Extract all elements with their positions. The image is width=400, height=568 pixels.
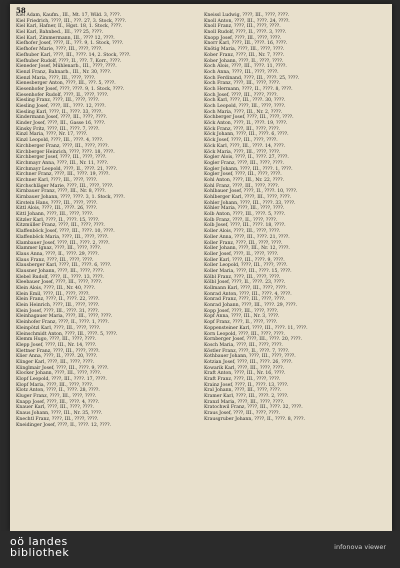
directory-entry: Kramer Karl, ????, III., ????. 2, ????.	[204, 394, 289, 400]
directory-entry: Klein Heinrich, ????, III., ????, ????.	[16, 303, 100, 309]
directory-entry: Kneidinger Josef, ????, II., ????. 12, ????.	[16, 422, 112, 428]
directory-entry: Kohl Anton, ????, III., Nr. 22, ????.	[204, 177, 285, 183]
directory-entry: Koch Leopold, ????, III., ????, ????.	[204, 104, 286, 109]
right-column	[204, 13, 386, 423]
directory-entry: Kirnbauer Johann, ????, ????. 3, 1. Stock, ????.	[16, 195, 125, 200]
directory-entry: Kowarik Karl, ????, III., ????, ????.	[204, 365, 285, 371]
directory-entry: Kinzl Maria, ????, Nr. 17, ????.	[16, 132, 88, 138]
directory-entry: Klein Josef, ????, III., ????. 31, ????.	[16, 308, 100, 314]
viewer-credit[interactable]: infonova viewer	[334, 543, 386, 551]
directory-entry: Klein Franz, ????, II., ????. 22, ????.	[16, 297, 100, 303]
directory-entry: Kitzler Karl, ????, II., ????. 15, ????.	[16, 217, 100, 223]
directory-entry: Kirchner Karl, ????, III., ????, ????.	[16, 177, 98, 183]
directory-entry: Kleinschmidt Anton, ????, III., ????. 5, ????.	[16, 331, 118, 337]
page-number: 58	[16, 6, 26, 15]
directory-entry: Koller Johann, ????, III., Nr. 12, ????.	[204, 246, 290, 252]
directory-entry: Kornberger Josef, ????, III., ????. 20, ????.	[204, 337, 302, 343]
directory-entry: Kogler Franz, ????, III., ????, ????.	[204, 160, 284, 166]
directory-entry: Klopf Maria, ????, III., ????, ????.	[16, 382, 94, 388]
directory-entry: Kienzl Franz, Bahnarb., III., Nr. 30, ????.	[16, 69, 112, 75]
directory-entry: Klausberger Karl, ????, III., ????. 6, ????.	[16, 263, 112, 269]
directory-entry: Köck Anton, ????, II., ????. 19, ????.	[204, 121, 288, 127]
directory-entry: Konrad Johann, ????, III., ????. 29, ????.	[204, 303, 297, 309]
directory-entry: Koch Alois, ????, III., ????. 11, ????.	[204, 64, 287, 70]
directory-entry: Koch Karl, ????, III., ????. 30, ????.	[204, 98, 286, 104]
directory-entry: Kober Franz, ????, III., Nr. 7, ????.	[204, 52, 285, 58]
directory-entry: Klein Alois, ????, III., Nr. 40, ????.	[16, 286, 96, 291]
directory-entry: Kiel Karl, Zimmermann, III., ???? 12, ????.	[16, 35, 115, 41]
directory-entry: Köstler Franz, ????, II., ????. 7, ????.	[204, 348, 290, 354]
directory-entry: Kluger Franz, ????, III., ????, ????.	[16, 394, 97, 400]
directory-entry: Kolb Anton, ????, III., ????. 5, ????.	[204, 212, 286, 218]
directory-entry: Kohl Franz, ????, III., ????, ????.	[204, 183, 280, 189]
directory-entry: Kogler Josef, ????, III., ????, ????.	[204, 172, 282, 178]
directory-entry: Kratochwil Franz, ????, III., ????. 32, ????.	[204, 405, 303, 411]
directory-entry: Knoll Anton, ????, III., ????. 24, ????.	[204, 18, 290, 24]
directory-entry: Kirchner Franz, ????, III., ????. 19, ????.	[16, 172, 110, 178]
directory-entry: Kirchberger Josef, ????, III., ????, ????.	[16, 155, 107, 161]
directory-entry: Klammer Ignaz, ????, III., ????, ????.	[16, 246, 102, 252]
directory-entry: Kogler Johann, ????, III., ????. 1, ????.	[204, 166, 293, 172]
directory-entry: Knapp Josef, ????, III., ????. 4, ????.	[16, 399, 100, 405]
directory-entry: Klausner Johann, ????, III., ????, ????.	[16, 268, 105, 274]
directory-entry: Klocker Johann, ????, III., ????, ????.	[16, 371, 102, 377]
directory-entry: Knaus Johann, ????, III., Nr. 35, ????.	[16, 411, 103, 417]
directory-entry: Klinglmair Josef, ????, III., ????. 9, ????.	[16, 365, 109, 371]
directory-entry: Kleinhofer Franz, ????, II., ????. 1, ????.	[16, 320, 109, 326]
directory-entry: Klotz Anton, ????, II., ????. 28, ????.	[16, 388, 100, 394]
directory-entry: Köck Josef, ????, III., ????, ????.	[204, 138, 278, 144]
directory-entry: Klambauer Josef, ????, III., ????. 2, ????.	[16, 240, 110, 246]
directory-entry: Kopf Franz, ????, II., ????, ????.	[204, 320, 278, 326]
directory-entry: Koller Alois, ????, III., ????, ????.	[204, 229, 281, 235]
directory-entry: Knötig Maria, ????, III., ????, ????.	[204, 47, 285, 53]
directory-entry: Konrad Franz, ????, III., ????, ????.	[204, 297, 286, 303]
directory-entry: Kiel Adam, Kaufm., III., Mt. 17, Wild. 3, ????.	[16, 13, 122, 18]
directory-entry: Kirchberger Franz, ????, III., ????, ????.	[16, 143, 109, 149]
directory-entry: Koch Josef, ????, III., ????, ????.	[204, 92, 278, 98]
directory-entry: Kittl Johann, ????, III., ????, ????.	[16, 212, 94, 218]
directory-entry: Kindermann Josef, ????, III., ????, ????.	[16, 115, 108, 121]
directory-entry: Koller Leopold, ????, III., ????, ????.	[204, 263, 288, 269]
directory-entry: Kranzl Maria, ????, III., ????, ????.	[204, 399, 285, 405]
directory-entry: Klaus Franz, ????, III., ????, ????.	[16, 257, 94, 263]
directory-entry: Kraft Franz, ????, III., ????, ????.	[204, 377, 281, 382]
logo-line-2: bibliothek	[10, 546, 70, 559]
directory-entry: Klepp Josef, ????, III., Nr. 14, ????.	[16, 342, 97, 348]
directory-entry: Koller Karl, ????, III., ????. 9, ????.	[204, 257, 285, 263]
directory-entry: Knechtl Franz, ????, III., ????, ????.	[16, 416, 99, 422]
directory-entry: Kiefhofer Marie, ????, III., ????, ????.	[16, 47, 103, 53]
directory-entry: Kölbl Josef, ????, II., ????. 23, ????.	[204, 280, 286, 286]
directory-entry: Kienesberger Anton, ????, III., ???. 5, ????.	[16, 81, 116, 87]
directory-entry: Kiel Karl, Bahnbed., III., ??? 25, ????.	[16, 30, 104, 36]
directory-entry: Kiefhuber Karl, ????, III., ????. 14, 2. Stock, ????.	[16, 52, 131, 58]
document-page	[10, 4, 392, 531]
directory-entry: Kiesling Josef, ????, III., ????. 12, ????.	[16, 104, 106, 109]
directory-entry: Kleebauer Josef, ????, III., ????, ????.	[16, 280, 103, 286]
directory-entry: Klaus Anna, ????, II., ????. 29, ????.	[16, 251, 99, 257]
directory-entry: Klaffenböck Maria, ????, III., ????, ????.	[16, 234, 109, 240]
directory-entry: Kinzl Leopold, ????, III., ????. 4, ????.	[16, 138, 104, 144]
directory-entry: Kieneder Josef, Mühlenarb., III., ????, ????.	[16, 64, 117, 70]
directory-entry: Kochberger Josef, ????, III., ????, ????.	[204, 115, 294, 121]
directory-entry: Kosch Maria, ????, III., ????, ????.	[204, 342, 283, 348]
directory-entry: Kotzian Josef, ????, III., ????. 26, ????.	[204, 359, 293, 365]
directory-entry: Koch Maria, ????, III., Nr. 2, ????.	[204, 109, 283, 115]
directory-entry: Knauer Karl, ????, III., ????, ????.	[16, 405, 94, 411]
directory-entry: Kohlberger Karl, ????, III., ????, ????.	[204, 195, 292, 200]
directory-entry: Kirchmayr Leopold, ????, II., ????. 21, ????.	[16, 166, 118, 172]
directory-entry: Kogler Alois, ????, II., ????. 27, ????.	[204, 155, 289, 161]
logo-line-1: oö landes	[10, 535, 68, 548]
directory-entry: Kraft Anton, ????, III., Nr. 16, ????.	[204, 371, 286, 377]
directory-entry: Kiesling Karl, ????, II., ????. 33, ????.	[16, 109, 103, 115]
directory-entry: Kiefhofer Josef, ????, II., ???. 9, 1. Stock, ????.	[16, 41, 124, 47]
directory-entry: Knopp Josef, ????, III., ????, ????.	[204, 35, 282, 41]
directory-entry: Kitzmüller Franz, ????, III., ????, ????.	[16, 223, 105, 229]
directory-entry: Kraus Josef, ????, III., ????, ????.	[204, 411, 280, 417]
directory-entry: Kittl Alois, ????, III., ????. 26, ????.	[16, 206, 98, 212]
directory-entry: Kiel Friedrich, ????, III., ???. 27, 3. Stock, ????.	[16, 18, 127, 24]
directory-entry: Köck Karl, ????, III., ????. 14, ????.	[204, 143, 286, 149]
directory-entry: Kinsky Fritz, ????, III., ????. 7, ????.	[16, 126, 100, 132]
directory-entry: Köck Maria, ????, III., ????, ????.	[204, 149, 281, 155]
directory-entry: Korn Leopold, ????, III., ????, ????.	[204, 331, 285, 337]
directory-entry: Kiesling Franz, ????, III., ????, ????.	[16, 98, 100, 104]
directory-entry: Kirnbauer Franz, ????, III., Nr. 8, ????.	[16, 189, 106, 195]
directory-entry: Kiefhuber Rudolf, ????, II., ???. 7, Korr., ????.	[16, 58, 122, 64]
directory-entry: Kirstein Hans, ????, III., ????, ????.	[16, 200, 98, 206]
directory-entry: Koller Maria, ????, III., ????. 15, ????.	[204, 268, 292, 274]
directory-entry: Klettner Franz, ????, III., ????, ????.	[16, 348, 100, 354]
directory-entry: Kiel Karl, Hafner, II., Hgst. 18, 1. Stock, ????.	[16, 24, 123, 30]
directory-entry: Koller Anna, ????, III., ????. 21, ????.	[204, 234, 290, 240]
directory-entry: Kirchmayr Anna, ????, III., Nr. 11, ????.	[16, 160, 109, 166]
directory-entry: Klein Emil, ????, III., ????, ????.	[16, 291, 90, 297]
directory-entry: Kölbl Franz, ????, III., ????, ????.	[204, 274, 281, 280]
directory-entry: Knoll Franz, ????, III., ????, ????.	[204, 24, 281, 30]
directory-entry: Klebel Rudolf, ????, II., ????. 13, ????.	[16, 274, 104, 280]
directory-entry: Klemm Hugo, ????, III., ????, ????.	[16, 337, 97, 343]
directory-entry: Köhler Maria, ????, III., ????, ????.	[204, 206, 285, 212]
directory-entry: Kral Johann, ????, III., ????, ????.	[204, 388, 282, 394]
directory-entry: Klaffenböck Josef, ????, III., ????. 10, ????.	[16, 229, 115, 235]
directory-entry: Kirchberger Heinrich, ????, ????. 18, ????.	[16, 149, 115, 155]
directory-entry: Knoll Rudolf, ????, II., ????. 3, ????.	[204, 30, 287, 36]
directory-entry: Koch Anna, ????, III., ????, ????.	[204, 69, 279, 75]
directory-entry: Kneissl Ludwig, ????, III., ????, ????.	[204, 13, 290, 18]
directory-entry: Kleinpötzl Karl, ????, III., ????, ????.	[16, 325, 101, 331]
directory-entry: Kober Johann, ????, II., ????, ????.	[204, 58, 284, 64]
directory-entry: Klinger Karl, ????, III., ????, ????.	[16, 359, 95, 365]
directory-entry: Konrad Anton, ????, III., ????. 4, ????.	[204, 291, 292, 297]
directory-entry: Klier Anna, ????, II., ????. 20, ????.	[16, 354, 98, 360]
directory-entry: Kohlbauer Josef, ????, II., ????. 10, ????.	[204, 189, 298, 195]
directory-entry: Koch Franz, ????, III., ????, ????.	[204, 81, 281, 87]
directory-entry: Krainz Josef, ????, II., ????. 13, ????.	[204, 382, 289, 388]
directory-entry: Köck Franz, ????, III., ????, ????.	[204, 126, 280, 132]
directory-entry: Kothbauer Johann, ????, III., ????, ????.	[204, 354, 296, 360]
library-logo[interactable]	[10, 536, 69, 558]
directory-entry: Kopp Josef, ????, III., ????, ????.	[204, 308, 279, 314]
directory-entry: Koch Hermann, ????, II., ????. 8, ????.	[204, 86, 293, 92]
directory-entry: Kolb Josef, ????, III., ????. 18, ????.	[204, 223, 286, 229]
directory-entry: Kollmann Karl, ????, III., ????, ????.	[204, 286, 287, 291]
left-column	[16, 13, 198, 428]
directory-entry: Koller Josef, ????, II., ????, ????.	[204, 251, 279, 257]
directory-entry: Koch Ferdinand, ????, III., ????. 25, ????.	[204, 75, 300, 81]
directory-entry: Kiesenhofer Josef, ????, ????. 9, 1. Stock, ????.	[16, 86, 125, 92]
directory-entry: Koller Franz, ????, III., ????, ????.	[204, 240, 283, 246]
directory-entry: Kolb Franz, ????, II., ????, ????.	[204, 217, 278, 223]
directory-entry: Köck Johann, ????, III., ????. 6, ????.	[204, 132, 289, 138]
directory-entry: Kiesenhofer Rudolf, ????, II., ????, ????.	[16, 92, 109, 98]
directory-entry: Klopf Leopold, ????, III., ????. 17, ????.	[16, 377, 107, 382]
directory-entry: Koppensteiner Karl, ????, III., ????. 11, ????.	[204, 325, 308, 331]
directory-entry: Kohler Johann, ????, III., ????. 33, ????.	[204, 200, 296, 206]
viewer-footer	[0, 531, 400, 568]
directory-entry: Krausgruber Johann, ????, II., ????. 8, ????.	[204, 416, 305, 422]
directory-entry: Knorr Karl, ????, III., ????. 16, ????.	[204, 41, 288, 47]
directory-entry: Kopf Anna, ????, III., Nr. 3, ????.	[204, 314, 280, 320]
directory-entry: Kleinhagauer Maria, ????, III., ????, ????.	[16, 314, 113, 320]
directory-entry: Kirchschläger Marie, ????, III., ????, ????.	[16, 183, 114, 189]
directory-entry: Kinder Josef, ????, III., Gasse 16, ????.	[16, 121, 106, 127]
directory-entry: Kienzl Maria, ????, III., ????, ????.	[16, 75, 96, 81]
